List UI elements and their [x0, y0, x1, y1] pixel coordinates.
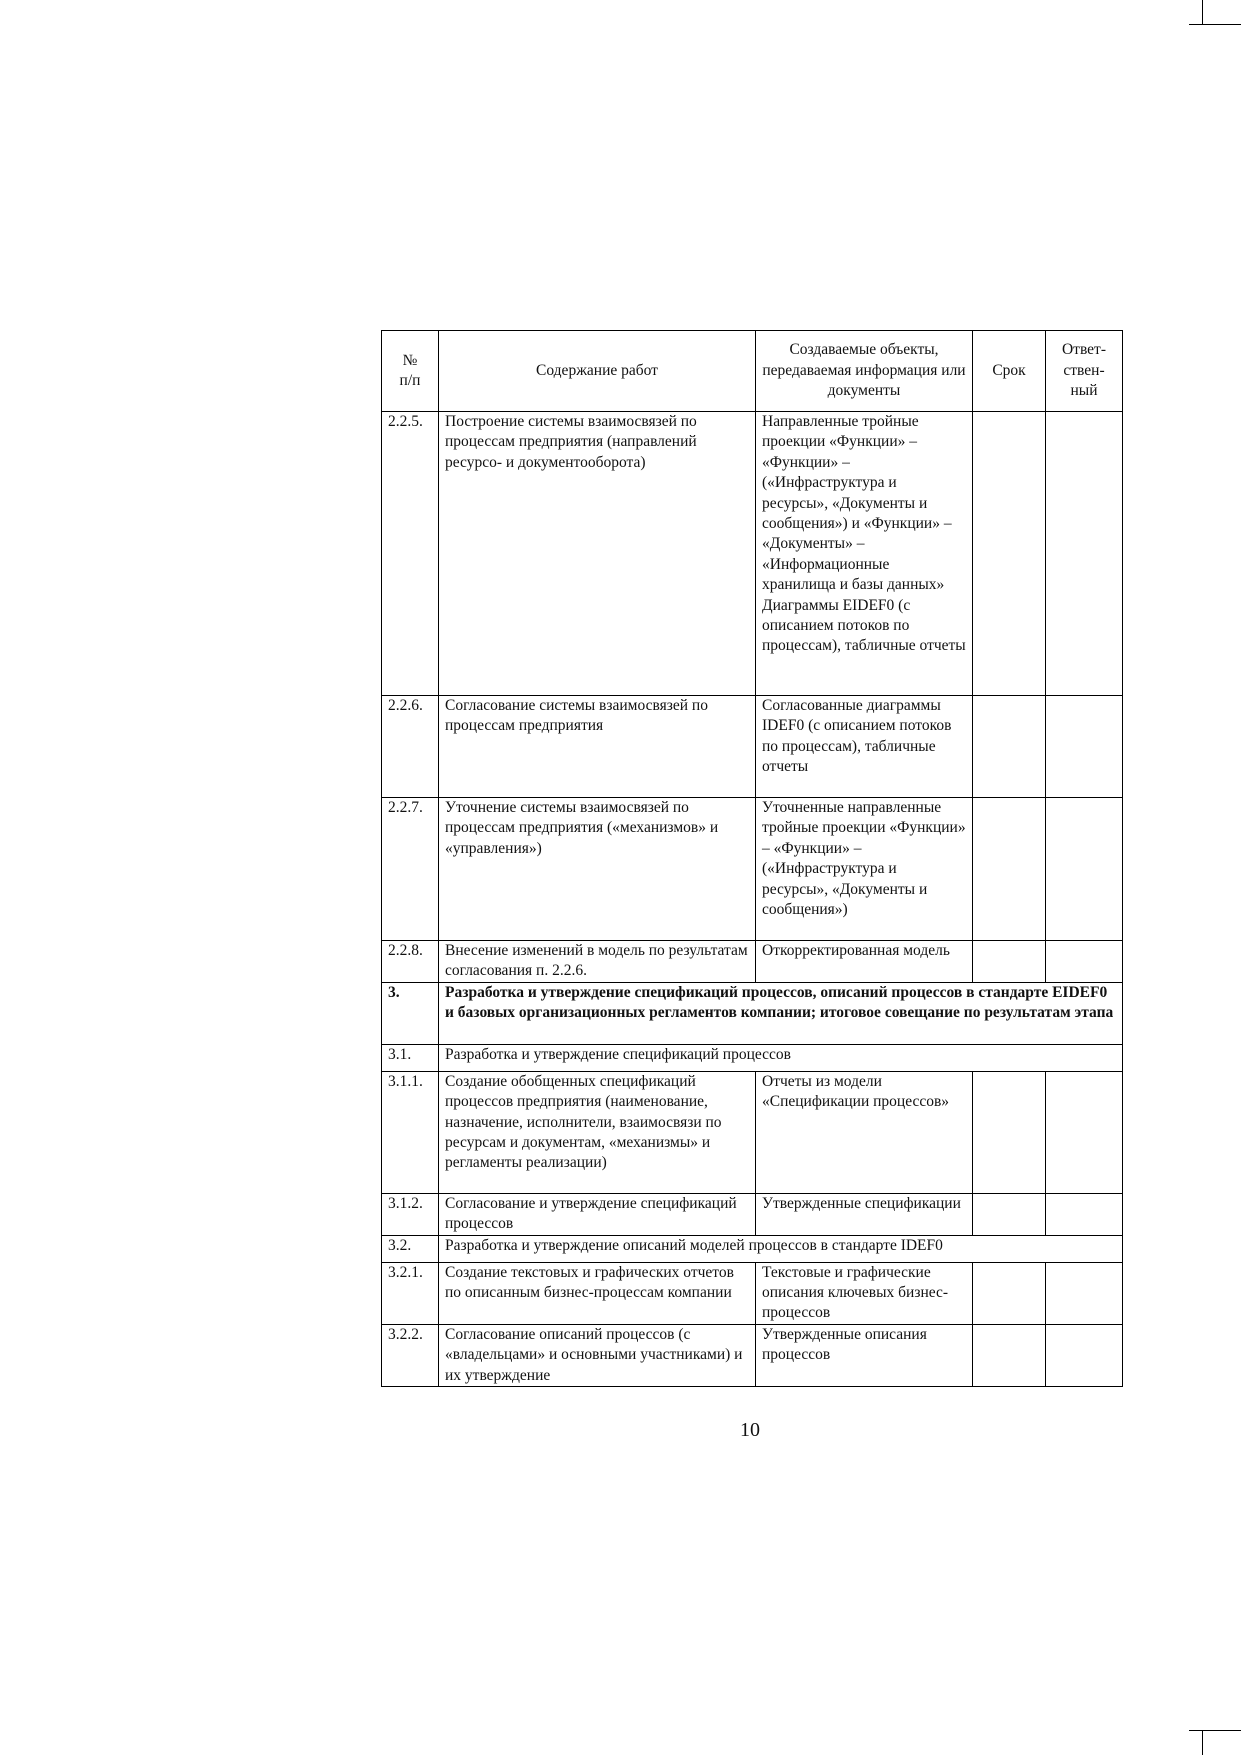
row-responsible	[1046, 1193, 1123, 1235]
row-responsible	[1046, 1324, 1123, 1386]
subsection-number: 3.2.	[382, 1235, 439, 1262]
row-number: 2.2.5.	[382, 412, 439, 696]
row-number: 2.2.6.	[382, 696, 439, 798]
row-objects: Согласованные диаграммы IDEF0 (с описанием потоков по процессам), табличные отчеты	[756, 696, 973, 798]
table-row	[382, 1193, 1123, 1235]
row-objects: Отчеты из модели «Спецификации процессов»	[756, 1071, 973, 1193]
crop-mark-top-horizontal	[1189, 24, 1241, 25]
row-deadline	[973, 412, 1046, 696]
row-content: Согласование описаний процессов (с «владельцами» и основными участниками) и их утверждение	[439, 1324, 756, 1386]
row-responsible	[1046, 412, 1123, 696]
table-row	[382, 696, 1123, 798]
crop-mark-bottom-vertical	[1202, 1730, 1203, 1755]
section-number: 3.	[382, 982, 439, 1044]
row-number: 3.1.1.	[382, 1071, 439, 1193]
row-number: 3.1.2.	[382, 1193, 439, 1235]
row-responsible	[1046, 941, 1123, 983]
table-header-row	[382, 331, 1123, 412]
row-objects: Уточненные направленные тройные проекции «Функции» – «Функции» – («Инфраструктура и ресурсы», «Документы и сообщения»)	[756, 798, 973, 941]
page-number: 10	[740, 1419, 760, 1441]
row-content: Уточнение системы взаимосвязей по процессам предприятия («механизмов» и «управления»)	[439, 798, 756, 941]
row-deadline	[973, 941, 1046, 983]
crop-mark-top-vertical	[1202, 0, 1203, 25]
table-row	[382, 412, 1123, 696]
row-deadline	[973, 696, 1046, 798]
row-objects: Текстовые и графические описания ключевых бизнес-процессов	[756, 1262, 973, 1324]
row-responsible	[1046, 1262, 1123, 1324]
row-content: Согласование системы взаимосвязей по процессам предприятия	[439, 696, 756, 798]
crop-mark-bottom-horizontal	[1189, 1730, 1241, 1731]
subsection-title: Разработка и утверждение спецификаций процессов	[439, 1044, 1123, 1071]
row-responsible	[1046, 1071, 1123, 1193]
row-deadline	[973, 1193, 1046, 1235]
subsection-row	[382, 1044, 1123, 1071]
row-deadline	[973, 1324, 1046, 1386]
row-objects: Утвержденные спецификации	[756, 1193, 973, 1235]
row-number: 2.2.8.	[382, 941, 439, 983]
row-objects: Утвержденные описания процессов	[756, 1324, 973, 1386]
table-row	[382, 1324, 1123, 1386]
row-deadline	[973, 1262, 1046, 1324]
row-responsible	[1046, 798, 1123, 941]
subsection-row	[382, 1235, 1123, 1262]
row-content: Создание текстовых и графических отчетов по описанным бизнес-процессам компании	[439, 1262, 756, 1324]
subsection-number: 3.1.	[382, 1044, 439, 1071]
table-row	[382, 1262, 1123, 1324]
objects-projections: Направленные тройные проекции «Функции» – «Функции» – («Инфраструктура и ресурсы», «Документы и сообщения») и «Функции» – «Документы» – «Информационные хранилища и базы данных»	[762, 413, 952, 594]
row-content: Внесение изменений в модель по результатам согласования п. 2.2.6.	[439, 941, 756, 983]
row-content: Согласование и утверждение спецификаций процессов	[439, 1193, 756, 1235]
table-row	[382, 1071, 1123, 1193]
row-number: 2.2.7.	[382, 798, 439, 941]
row-deadline	[973, 1071, 1046, 1193]
row-number: 3.2.1.	[382, 1262, 439, 1324]
table-row	[382, 941, 1123, 983]
row-number: 3.2.2.	[382, 1324, 439, 1386]
section-title: Разработка и утверждение спецификаций процессов, описаний процессов в стандарте EIDEF0 и базовых организационных регламентов компании; итоговое совещание по результатам этапа	[439, 982, 1123, 1044]
row-responsible	[1046, 696, 1123, 798]
row-content: Создание обобщенных спецификаций процессов предприятия (наименование, назначение, исполнители, взаимосвязи по ресурсам и документам, «механизмы» и регламенты реализации)	[439, 1071, 756, 1193]
row-objects	[756, 412, 973, 696]
work-plan-table	[381, 330, 1123, 1387]
row-content: Построение системы взаимосвязей по процессам предприятия (направлений ресурсо- и документооборота)	[439, 412, 756, 696]
subsection-title: Разработка и утверждение описаний моделей процессов в стандарте IDEF0	[439, 1235, 1123, 1262]
header-deadline: Срок	[973, 331, 1046, 412]
header-objects: Создаваемые объекты, передаваемая информация или документы	[756, 331, 973, 412]
header-number: № п/п	[382, 331, 439, 412]
row-deadline	[973, 798, 1046, 941]
header-responsible: Ответ- ствен- ный	[1046, 331, 1123, 412]
header-content: Содержание работ	[439, 331, 756, 412]
table-row	[382, 798, 1123, 941]
section-row	[382, 982, 1123, 1044]
row-objects: Откорректированная модель	[756, 941, 973, 983]
objects-diagrams: Диаграммы EIDEF0 (с описанием потоков по процессам), табличные отчеты	[762, 596, 966, 655]
